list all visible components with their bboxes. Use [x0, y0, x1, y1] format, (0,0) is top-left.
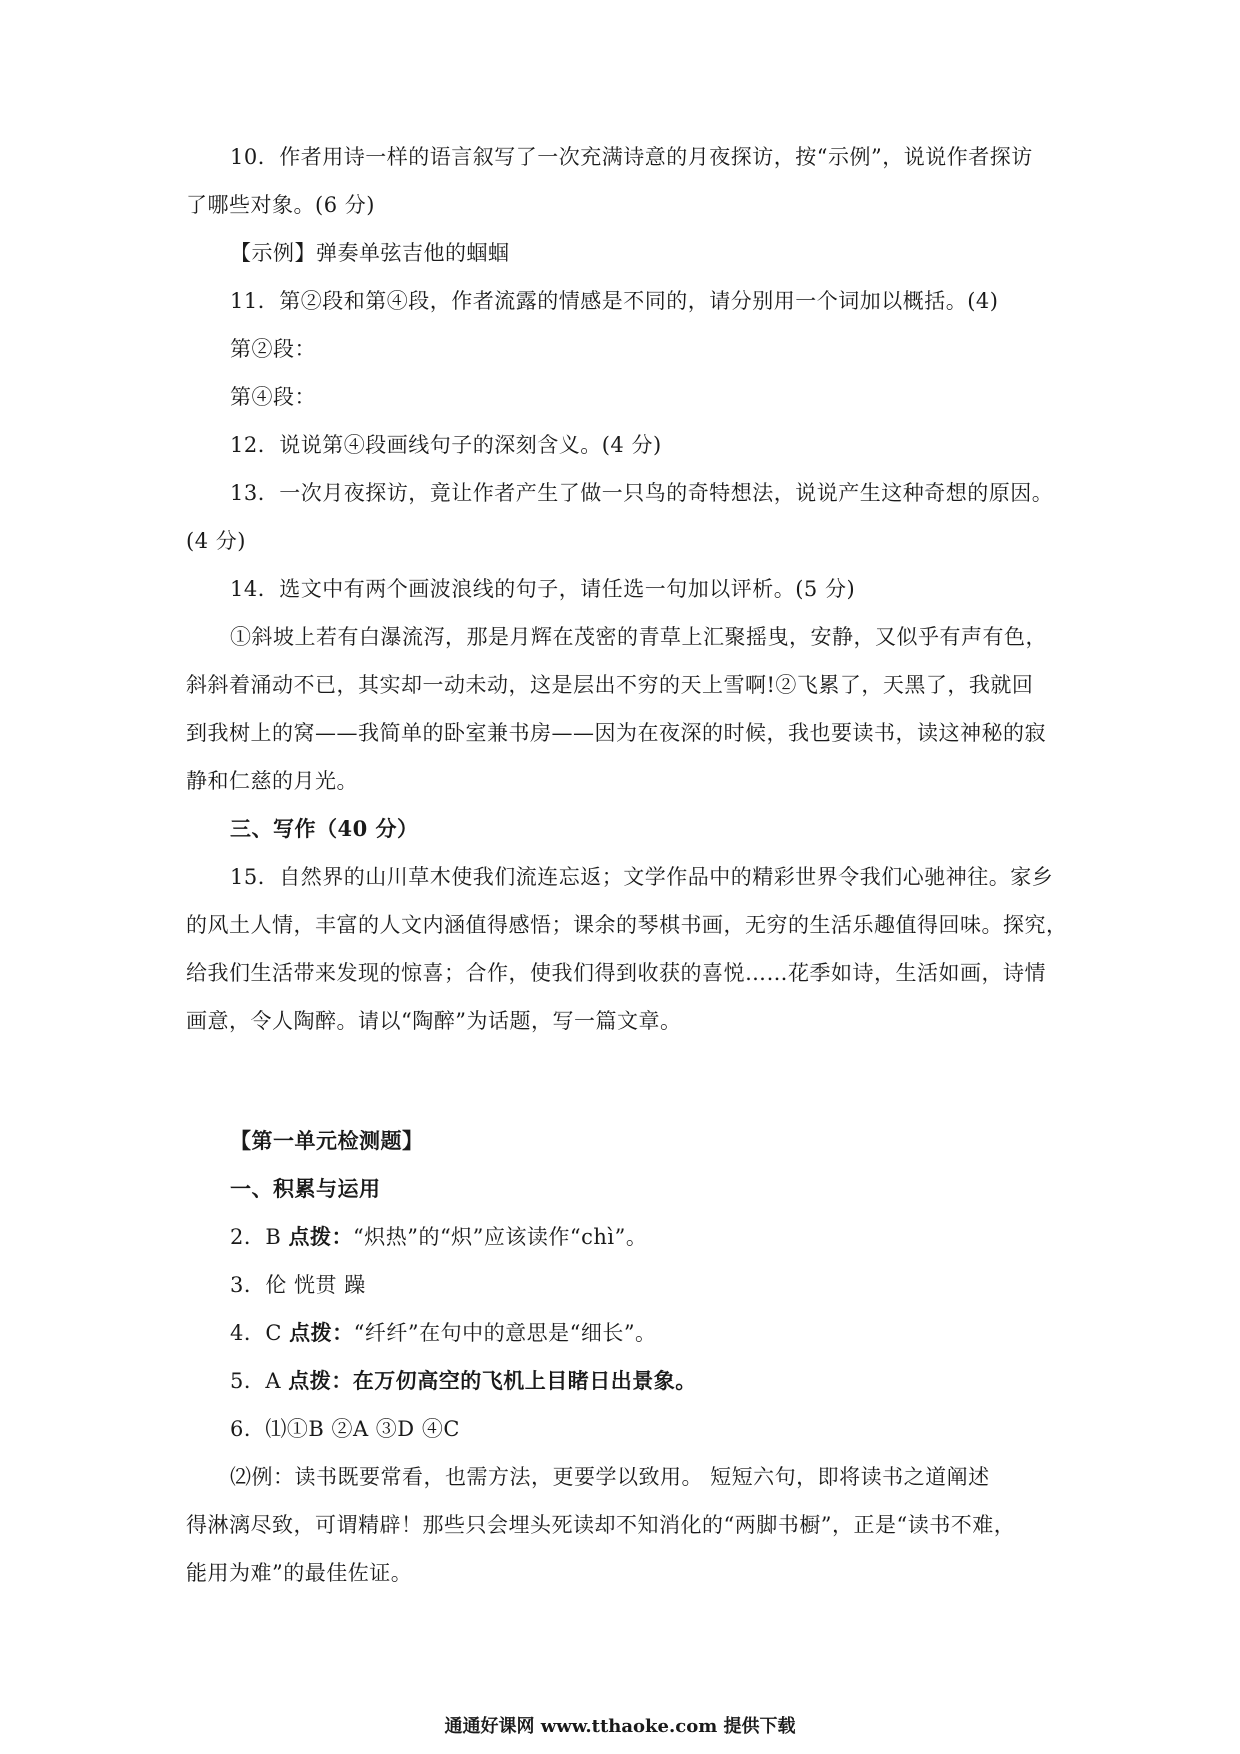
answer-5-text: 在万仞高空的飞机上目睹日出景象。: [352, 1368, 697, 1393]
answer-5: [230, 1367, 697, 1395]
answer-2: [230, 1223, 647, 1251]
unit-title: 【第一单元检测题】: [230, 1128, 424, 1153]
q14-body-3: 到我树上的窝——我简单的卧室兼书房——因为在夜深的时候，我也要读书，读这神秘的寂: [186, 721, 1046, 745]
answer-5-tag: 点拨：: [288, 1368, 353, 1393]
q10-example: 【示例】弹奏单弦吉他的蝈蝈: [230, 241, 510, 265]
answer-4: [230, 1319, 657, 1347]
answer-4-number: 4．C: [230, 1321, 290, 1345]
answer-6-part-2-line-2: 得淋漓尽致，可谓精辟！那些只会埋头死读却不知消化的“两脚书橱”，正是“读书不难，: [186, 1513, 1016, 1537]
answer-2-number: 2．B: [230, 1225, 289, 1249]
answer-3: 3．伦 恍贯 躁: [230, 1273, 366, 1297]
q15-line-3: 给我们生活带来发现的惊喜；合作，使我们得到收获的喜悦……花季如诗，生活如画，诗情: [186, 961, 1046, 985]
section-3-title: 三、写作（40 分）: [230, 816, 419, 841]
q14-body-4: 静和仁慈的月光。: [186, 769, 358, 793]
q15-line-2: 的风土人情，丰富的人文内涵值得感悟；课余的琴棋书画，无穷的生活乐趣值得回味。探究，: [186, 913, 1068, 937]
answer-2-text: “炽热”的“炽”应该读作“chì”。: [352, 1225, 648, 1249]
q14-line-1: 14．选文中有两个画波浪线的句子，请任选一句加以评析。(5 分): [230, 577, 856, 601]
answer-6-part-2-line-1: ⑵例：读书既要常看，也需方法，更要学以致用。 短短六句，即将读书之道阐述: [230, 1465, 990, 1489]
footer-credit: 通通好课网 www.tthaoke.com 提供下载: [444, 1716, 796, 1737]
q11-line-1: 11．第②段和第④段，作者流露的情感是不同的，请分别用一个词加以概括。(4): [230, 289, 999, 313]
answer-4-tag: 点拨：: [289, 1320, 354, 1345]
q10-line-1: 10．作者用诗一样的语言叙写了一次充满诗意的月夜探访，按“示例”，说说作者探访: [230, 145, 1033, 169]
q13-line-2: (4 分): [186, 529, 246, 553]
answers-section-1: 一、积累与运用: [230, 1176, 381, 1201]
q15-line-4: 画意，令人陶醉。请以“陶醉”为话题，写一篇文章。: [186, 1009, 682, 1033]
answer-4-text: “纤纤”在句中的意思是“细长”。: [353, 1321, 657, 1345]
answer-5-number: 5．A: [230, 1369, 289, 1393]
q10-line-2: 了哪些对象。(6 分): [186, 193, 375, 217]
q15-line-1: 15．自然界的山川草木使我们流连忘返；文学作品中的精彩世界令我们心驰神往。家乡: [230, 865, 1054, 889]
answer-6-part-1: 6．⑴①B ②A ③D ④C: [230, 1417, 460, 1441]
answer-6-part-2-line-3: 能用为难”的最佳佐证。: [186, 1561, 413, 1585]
q12-line-1: 12．说说第④段画线句子的深刻含义。(4 分): [230, 433, 662, 457]
q11-para4: 第④段：: [230, 385, 316, 409]
q14-body-2: 斜斜着涌动不已，其实却一动未动，这是层出不穷的天上雪啊!②飞累了，天黑了，我就回: [186, 673, 1034, 697]
q13-line-1: 13．一次月夜探访，竟让作者产生了做一只鸟的奇特想法，说说产生这种奇想的原因。: [230, 481, 1054, 505]
answer-2-tag: 点拨：: [288, 1224, 353, 1249]
q14-body-1: ①斜坡上若有白瀑流泻，那是月辉在茂密的青草上汇聚摇曳，安静，又似乎有声有色，: [230, 625, 1047, 649]
q11-para2: 第②段：: [230, 337, 316, 361]
